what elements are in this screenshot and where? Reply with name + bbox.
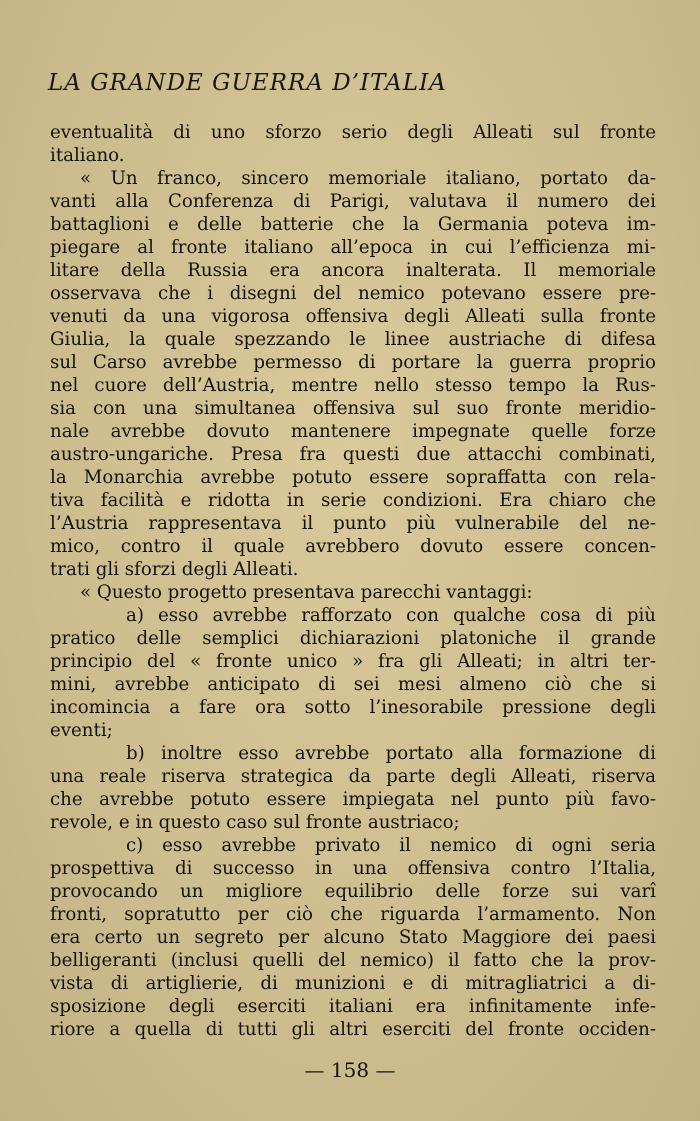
- text-line: provocando un migliore equilibrio delle forze sui varî: [50, 881, 656, 902]
- text-line: sul Carso avrebbe permesso di portare la guerra proprio: [50, 352, 656, 373]
- text-line: vanti alla Conferenza di Parigi, valutava il numero dei: [50, 191, 656, 212]
- text-line: « Questo progetto presentava parecchi vantaggi:: [80, 582, 533, 603]
- text-line: fronti, sopratutto per ciò che riguarda l’armamento. Non: [50, 904, 656, 925]
- text-line: italiano.: [50, 145, 125, 166]
- text-line: la Monarchia avrebbe potuto essere sopraffatta con rela-: [50, 467, 656, 488]
- text-line: eventi;: [50, 720, 113, 741]
- body-text: [50, 121, 656, 1041]
- running-head: LA GRANDE GUERRA D’ITALIA: [48, 70, 447, 96]
- text-line: l’Austria rappresentava il punto più vulnerabile del ne-: [50, 513, 656, 534]
- text-line: mini, avrebbe anticipato di sei mesi almeno ciò che si: [50, 674, 656, 695]
- text-line: revole, e in questo caso sul fronte austriaco;: [50, 812, 460, 833]
- text-line: sposizione degli eserciti italiani era infinitamente infe-: [50, 996, 656, 1017]
- text-line: eventualità di uno sforzo serio degli Alleati sul fronte: [50, 122, 656, 143]
- page-number: — 158 —: [304, 1058, 396, 1082]
- text-line: « Un franco, sincero memoriale italiano, portato da-: [80, 168, 656, 189]
- text-line: pratico delle semplici dichiarazioni platoniche il grande: [50, 628, 656, 649]
- text-line: prospettiva di successo in una offensiva contro l’Italia,: [50, 858, 656, 879]
- text-line: che avrebbe potuto essere impiegata nel punto più favo-: [50, 789, 656, 810]
- text-line: principio del « fronte unico » fra gli Alleati; in altri ter-: [50, 651, 656, 672]
- text-line: nel cuore dell’Austria, mentre nello stesso tempo la Rus-: [50, 375, 656, 396]
- text-line: trati gli sforzi degli Alleati.: [50, 559, 299, 580]
- text-line: osservava che i disegni del nemico potevano essere pre-: [50, 283, 656, 304]
- text-line: riore a quella di tutti gli altri eserciti del fronte occiden-: [50, 1019, 656, 1040]
- text-line: b) inoltre esso avrebbe portato alla formazione di: [126, 743, 656, 764]
- text-line: belligeranti (inclusi quelli del nemico) il fatto che la prov-: [50, 950, 656, 971]
- text-line: venuti da una vigorosa offensiva degli Alleati sulla fronte: [50, 306, 656, 327]
- text-line: piegare al fronte italiano all’epoca in cui l’efficienza mi-: [50, 237, 656, 258]
- text-line: una reale riserva strategica da parte degli Alleati, riserva: [50, 766, 656, 787]
- text-line: tiva facilità e ridotta in serie condizioni. Era chiaro che: [50, 490, 656, 511]
- text-line: Giulia, la quale spezzando le linee austriache di difesa: [50, 329, 656, 350]
- text-line: mico, contro il quale avrebbero dovuto essere concen-: [50, 536, 656, 557]
- text-line: era certo un segreto per alcuno Stato Maggiore dei paesi: [50, 927, 656, 948]
- text-line: battaglioni e delle batterie che la Germania poteva im-: [50, 214, 656, 235]
- text-line: c) esso avrebbe privato il nemico di ogni seria: [126, 835, 656, 856]
- text-line: a) esso avrebbe rafforzato con qualche cosa di più: [126, 605, 656, 626]
- text-line: nale avrebbe dovuto mantenere impegnate quelle forze: [50, 421, 656, 442]
- text-line: sia con una simultanea offensiva sul suo fronte meridio-: [50, 398, 656, 419]
- text-line: austro-ungariche. Presa fra questi due attacchi combinati,: [50, 444, 656, 465]
- text-line: litare della Russia era ancora inalterata. Il memoriale: [50, 260, 656, 281]
- text-line: vista di artiglierie, di munizioni e di mitragliatrici a di-: [50, 973, 656, 994]
- text-line: incomincia a fare ora sotto l’inesorabile pressione degli: [50, 697, 656, 718]
